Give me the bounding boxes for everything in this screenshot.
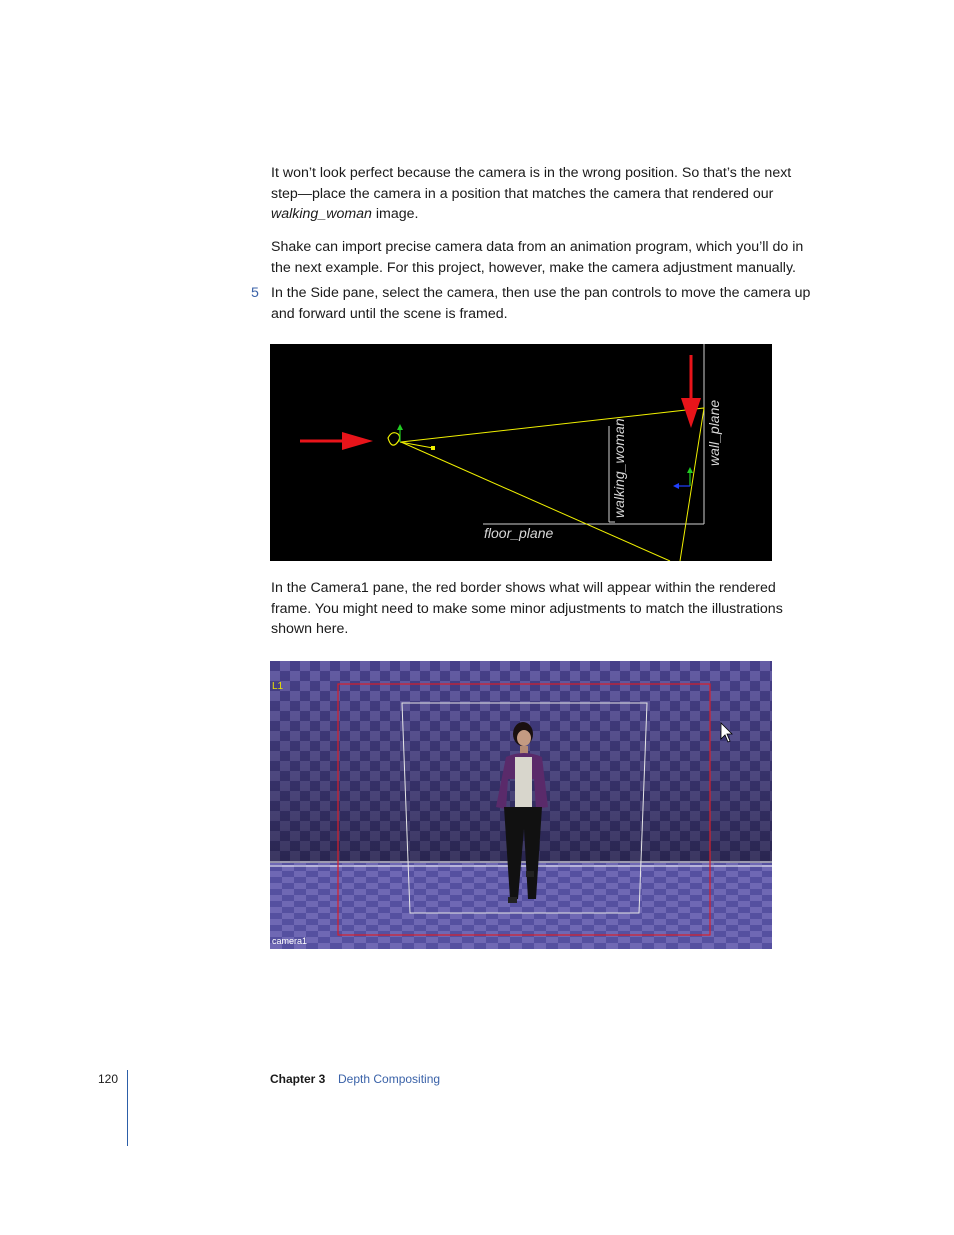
paragraph-camera-position: It won’t look perfect because the camera is in the wrong position. So that’s the next step—place the camera in a position that matches the camera that rendered our walking_woman image. (271, 165, 792, 222)
footer-chapter: Chapter 3 (270, 1072, 326, 1086)
wall-plane-label: wall_plane (706, 399, 722, 466)
step-instruction: In the Side pane, select the camera, then use the pan controls to move the camera up and forward until the scene is framed. (271, 285, 811, 322)
camera1-pane-figure (270, 661, 772, 949)
page-number: 120 (98, 1072, 119, 1086)
camera-aim-handle (431, 446, 435, 450)
floor-plane-label: floor_plane (484, 525, 554, 541)
walking-woman-label: walking_woman (611, 418, 627, 518)
paragraph-camera1-pane: In the Camera1 pane, the red border shows what will appear within the rendered frame. You might need to make some minor adjustments to match the illustrations shown here. (271, 580, 783, 637)
paragraph-import-camera: Shake can import precise camera data from an animation program, which you’ll do in the next example. For this project, however, make the camera adjustment manually. (271, 239, 804, 276)
side-pane-figure (270, 344, 772, 561)
footer-chapter-title: Depth Compositing (338, 1072, 441, 1086)
image-name-italic: walking_woman (271, 206, 372, 222)
floor-checkerboard (270, 863, 772, 949)
layer-label: L1 (272, 681, 284, 692)
step-number: 5 (251, 285, 259, 301)
camera-label: camera1 (272, 936, 308, 946)
footer-rule (127, 1070, 128, 1146)
